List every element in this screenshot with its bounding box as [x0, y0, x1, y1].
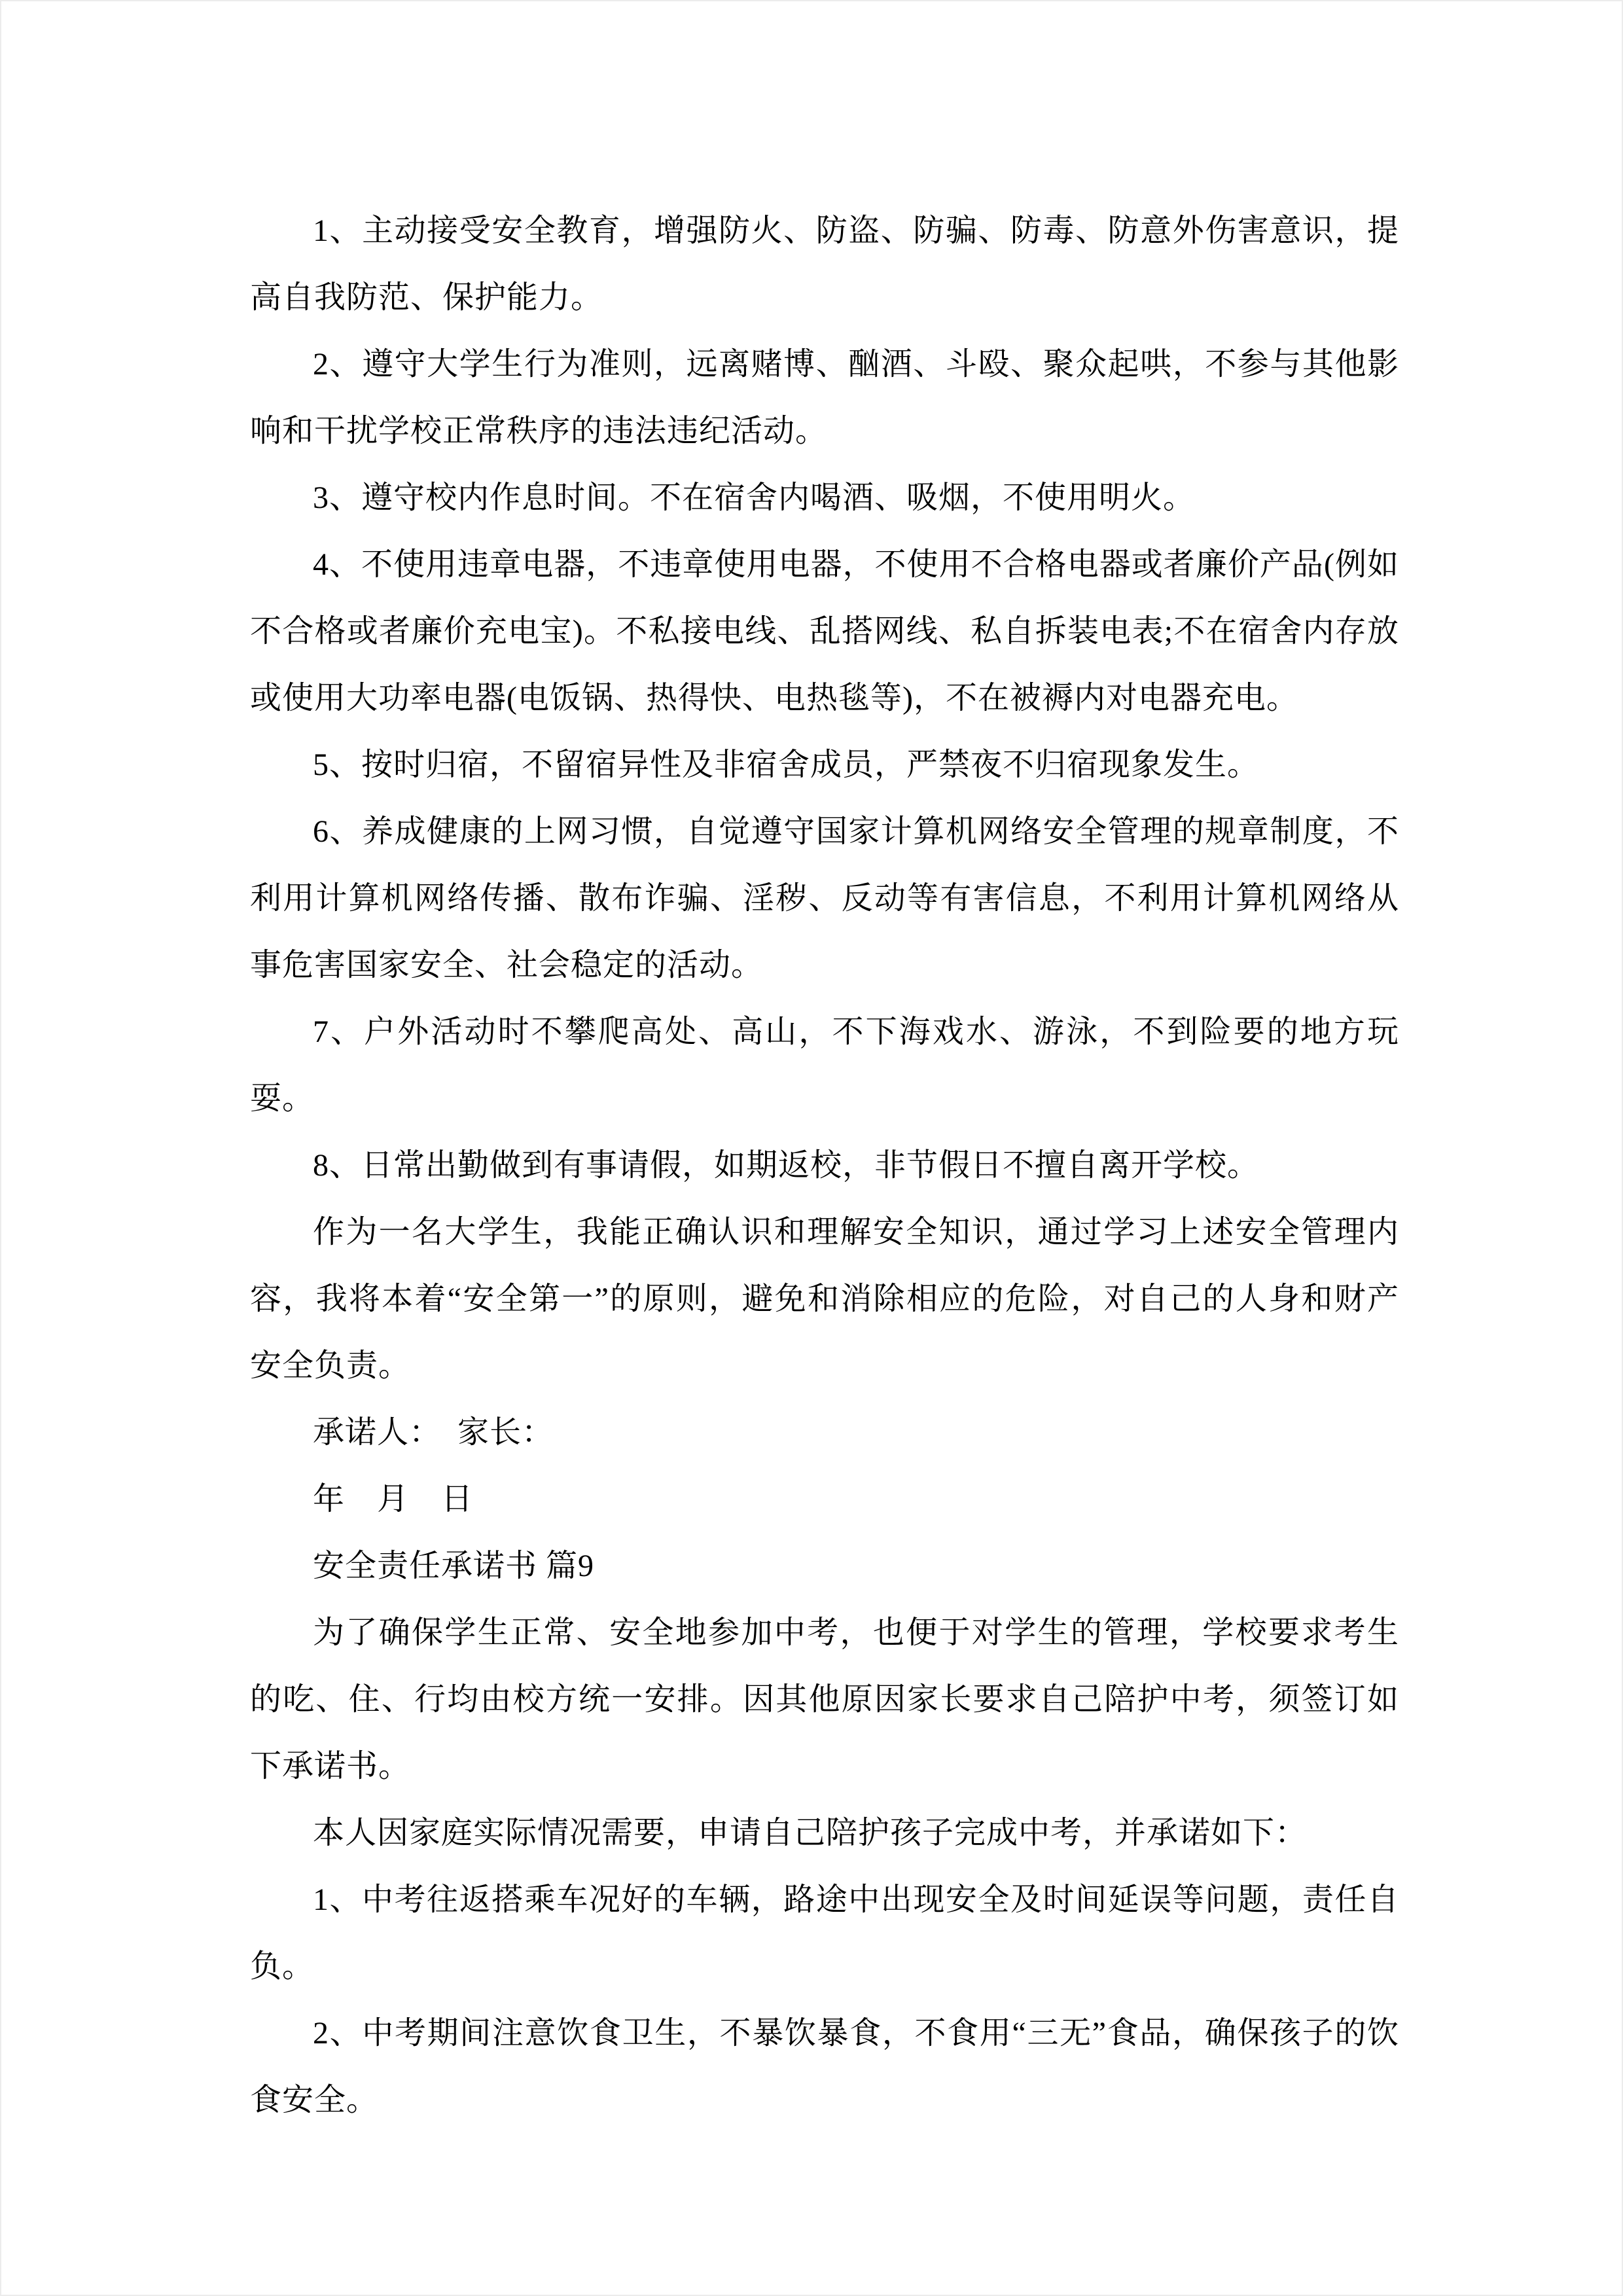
paragraph: 2、中考期间注意饮食卫生，不暴饮暴食，不食用“三无”食品，确保孩子的饮食安全。	[250, 2016, 1399, 2117]
paragraph: 1、主动接受安全教育，增强防火、防盗、防骗、防毒、防意外伤害意识，提高自我防范、保护能力。	[250, 213, 1399, 315]
paragraph: 6、养成健康的上网习惯，自觉遵守国家计算机网络安全管理的规章制度，不利用计算机网络传播、散布诈骗、淫秽、反动等有害信息，不利用计算机网络从事危害国家安全、社会稳定的活动。	[250, 814, 1399, 982]
paragraph: 1、中考往返搭乘车况好的车辆，路途中出现安全及时间延误等问题，责任自负。	[250, 1882, 1399, 1984]
document-body	[250, 198, 1399, 2134]
paragraph: 安全责任承诺书 篇9	[313, 1549, 595, 1583]
paragraph: 本人因家庭实际情况需要，申请自己陪护孩子完成中考，并承诺如下：	[313, 1816, 1308, 1850]
paragraph: 2、遵守大学生行为准则，远离赌博、酗酒、斗殴、聚众起哄，不参与其他影响和干扰学校正常秩序的违法违纪活动。	[250, 347, 1399, 448]
paragraph: 为了确保学生正常、安全地参加中考，也便于对学生的管理，学校要求考生的吃、住、行均由校方统一安排。因其他原因家长要求自己陪护中考，须签订如下承诺书。	[250, 1615, 1399, 1784]
paragraph: 5、按时归宿，不留宿异性及非宿舍成员，严禁夜不归宿现象发生。	[313, 747, 1260, 782]
paragraph: 8、日常出勤做到有事请假，如期返校，非节假日不擅自离开学校。	[313, 1148, 1260, 1183]
paragraph: 4、不使用违章电器，不违章使用电器，不使用不合格电器或者廉价产品(例如不合格或者廉价充电宝)。不私接电线、乱搭网线、私自拆装电表;不在宿舍内存放或使用大功率电器(电饭锅、热得快、电热毯等)，不在被褥内对电器充电。	[250, 547, 1399, 715]
paragraph: 承诺人： 家长：	[313, 1415, 554, 1450]
paragraph: 作为一名大学生，我能正确认识和理解安全知识，通过学习上述安全管理内容，我将本着“安全第一”的原则，避免和消除相应的危险，对自己的人身和财产安全负责。	[250, 1215, 1399, 1383]
paragraph: 年 月 日	[313, 1482, 474, 1516]
paragraph: 7、户外活动时不攀爬高处、高山，不下海戏水、游泳，不到险要的地方玩耍。	[250, 1014, 1399, 1116]
paragraph: 3、遵守校内作息时间。不在宿舍内喝酒、吸烟，不使用明火。	[313, 480, 1196, 515]
